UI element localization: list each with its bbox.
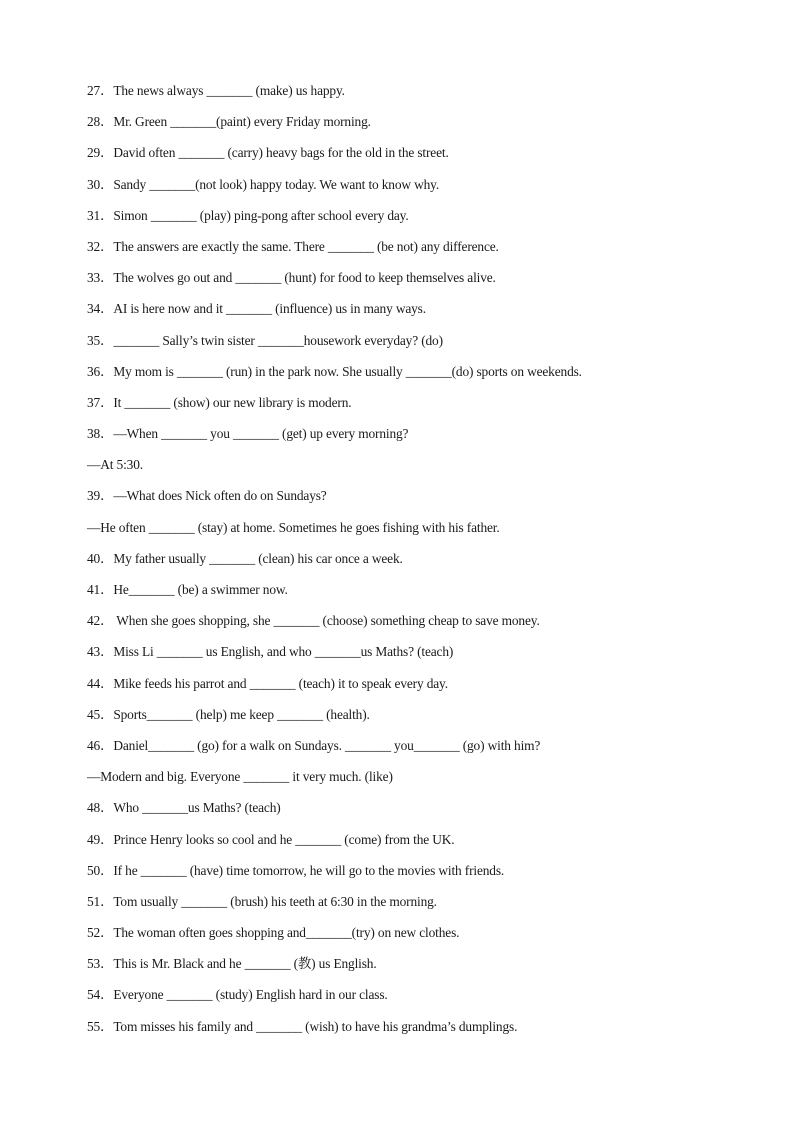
exercise-line-38-answer: —At 5:30.: [87, 457, 143, 473]
exercise-line-27: 27．The news always _______ (make) us happy.: [87, 83, 345, 98]
exercise-line-33: 33．The wolves go out and _______ (hunt) for food to keep themselves alive.: [87, 270, 496, 286]
exercise-line-39: 39．—What does Nick often do on Sundays?: [87, 488, 327, 504]
exercise-line-40: 40．My father usually _______ (clean) his car once a week.: [87, 550, 403, 566]
exercise-line-38: 38．—When _______ you _______ (get) up every morning?: [87, 426, 409, 442]
exercise-line-52: 52．The woman often goes shopping and_______(try) on new clothes.: [87, 925, 460, 941]
exercise-line-35: 35．_______ Sally’s twin sister _______housework everyday? (do): [87, 332, 443, 348]
exercise-line-32: 32．The answers are exactly the same. There _______ (be not) any difference.: [87, 238, 499, 254]
exercise-list: [87, 80, 767, 1047]
exercise-line-30: 30．Sandy _______(not look) happy today. We want to know why.: [87, 176, 440, 192]
exercise-line-42: 42． When she goes shopping, she _______ (choose) something cheap to save money.: [87, 613, 540, 629]
exercise-line-29: 29．David often _______ (carry) heavy bags for the old in the street.: [87, 145, 449, 161]
exercise-line-49: 49．Prince Henry looks so cool and he _______ (come) from the UK.: [87, 831, 455, 847]
exercise-line-46: 46．Daniel_______ (go) for a walk on Sundays. _______ you_______ (go) with him?: [87, 737, 541, 753]
exercise-line-43: 43．Miss Li _______ us English, and who _______us Maths? (teach): [87, 644, 454, 660]
exercise-line-51: 51．Tom usually _______ (brush) his teeth at 6:30 in the morning.: [87, 893, 437, 909]
exercise-line-39-answer: —He often _______ (stay) at home. Sometimes he goes fishing with his father.: [87, 519, 500, 535]
exercise-line-50: 50．If he _______ (have) time tomorrow, he will go to the movies with friends.: [87, 862, 505, 878]
exercise-line-37: 37．It _______ (show) our new library is modern.: [87, 394, 352, 410]
exercise-line-41: 41．He_______ (be) a swimmer now.: [87, 582, 288, 597]
exercise-line-28: 28．Mr. Green _______(paint) every Friday morning.: [87, 114, 371, 130]
exercise-line-44: 44．Mike feeds his parrot and _______ (teach) it to speak every day.: [87, 675, 448, 691]
exercise-line-46-answer: —Modern and big. Everyone _______ it very much. (like): [87, 769, 393, 785]
exercise-line-48: 48．Who _______us Maths? (teach): [87, 800, 281, 816]
exercise-line-31: 31．Simon _______ (play) ping-pong after school every day.: [87, 207, 409, 223]
exercise-line-54: 54．Everyone _______ (study) English hard in our class.: [87, 987, 388, 1003]
exercise-line-55: 55．Tom misses his family and _______ (wish) to have his grandma’s dumplings.: [87, 1018, 518, 1034]
exercise-line-34: 34．AI is here now and it _______ (influence) us in many ways.: [87, 301, 426, 317]
exercise-line-53: 53．This is Mr. Black and he _______ (教) us English.: [87, 956, 377, 972]
exercise-line-36: 36．My mom is _______ (run) in the park now. She usually _______(do) sports on weekends.: [87, 363, 582, 379]
exercise-line-45: 45．Sports_______ (help) me keep _______ (health).: [87, 706, 370, 722]
